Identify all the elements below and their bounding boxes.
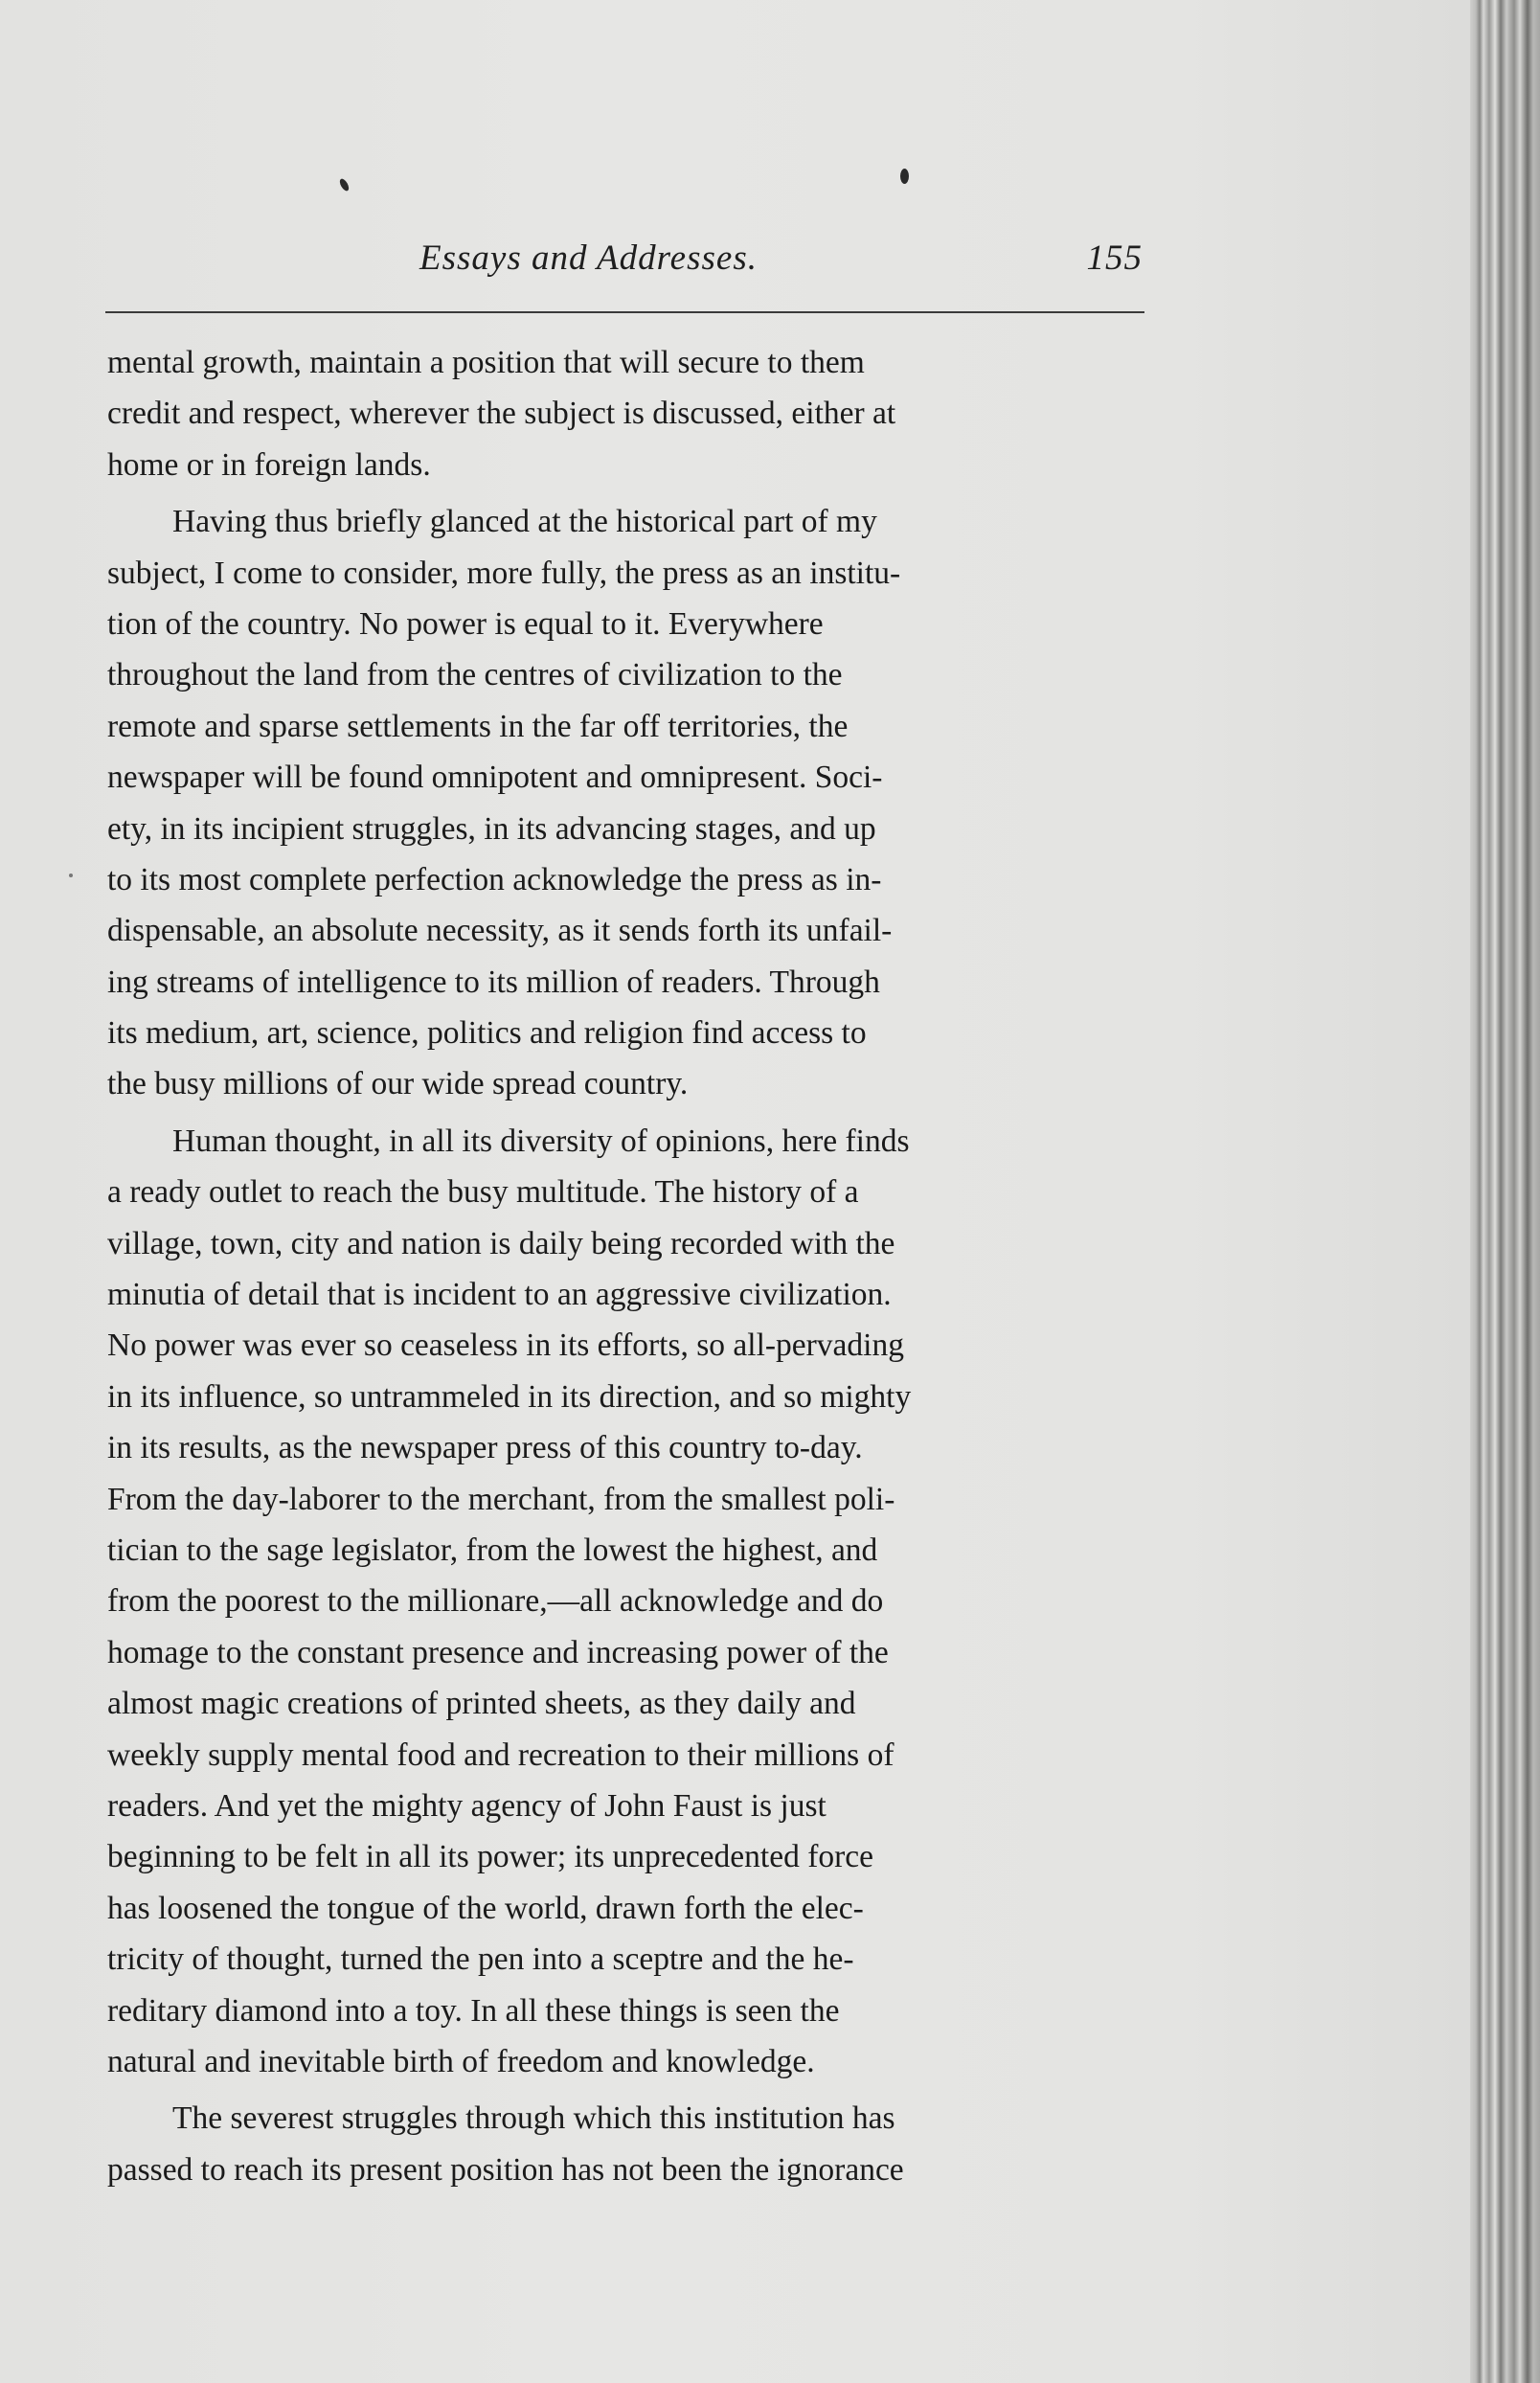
text-line: minutia of detail that is incident to an aggressive civilization. xyxy=(107,1277,892,1313)
text-line: ety, in its incipient struggles, in its advancing stages, and up xyxy=(107,810,876,847)
text-line: throughout the land from the centres of civilization to the xyxy=(107,657,843,693)
text-line: remote and sparse settlements in the far off territories, the xyxy=(107,708,849,744)
text-line: its medium, art, science, politics and religion find access to xyxy=(107,1015,867,1052)
text-line: weekly supply mental food and recreation to their millions of xyxy=(107,1736,895,1773)
text-line: From the day-laborer to the merchant, from the smallest poli- xyxy=(107,1481,895,1517)
text-line: subject, I come to consider, more fully, the press as an institu- xyxy=(107,555,901,591)
text-line: reditary diamond into a toy. In all these things is seen the xyxy=(107,1992,840,2029)
text-line: mental growth, maintain a position that will secure to them xyxy=(107,345,865,380)
ink-speck xyxy=(900,169,909,184)
text-line: the busy millions of our wide spread country. xyxy=(107,1066,689,1102)
text-line: in its results, as the newspaper press of this country to-day. xyxy=(107,1430,863,1466)
text-line: natural and inevitable birth of freedom and knowledge. xyxy=(107,2043,815,2079)
running-title: Essays and Addresses. xyxy=(419,238,758,278)
text-line: has loosened the tongue of the world, drawn forth the elec- xyxy=(107,1890,864,1926)
page-header xyxy=(103,238,1143,284)
text-line: tician to the sage legislator, from the lowest the highest, and xyxy=(107,1532,878,1568)
text-line: beginning to be felt in all its power; its unprecedented force xyxy=(107,1839,874,1875)
text-line: credit and respect, wherever the subject is discussed, either at xyxy=(107,396,896,432)
text-line: almost magic creations of printed sheets, as they daily and xyxy=(107,1686,856,1722)
text-line: village, town, city and nation is daily being recorded with the xyxy=(107,1225,895,1261)
text-line: tricity of thought, turned the pen into a sceptre and the he- xyxy=(107,1941,854,1978)
text-line: No power was ever so ceaseless in its efforts, so all-pervading xyxy=(107,1328,904,1364)
text-line: dispensable, an absolute necessity, as it sends forth its unfail- xyxy=(107,913,893,949)
page-number: 155 xyxy=(1086,238,1143,278)
text-line: Human thought, in all its diversity of opinions, here finds xyxy=(172,1123,910,1159)
text-line: from the poorest to the millionare,—all acknowledge and do xyxy=(107,1583,884,1620)
text-line: newspaper will be found omnipotent and omnipresent. Soci- xyxy=(107,760,883,796)
text-line: homage to the constant presence and increasing power of the xyxy=(107,1634,889,1670)
text-line: passed to reach its present position has not been the ignorance xyxy=(107,2151,904,2188)
text-line: ing streams of intelligence to its million of readers. Through xyxy=(107,964,880,1000)
text-line: tion of the country. No power is equal to it. Everywhere xyxy=(107,605,824,642)
text-line: to its most complete perfection acknowledge the press as in- xyxy=(107,861,882,897)
page-edge xyxy=(1470,0,1540,2383)
text-line: Having thus briefly glanced at the historical part of my xyxy=(172,504,877,540)
header-rule xyxy=(105,311,1144,313)
text-line: readers. And yet the mighty agency of John Faust is just xyxy=(107,1787,827,1824)
text-line: home or in foreign lands. xyxy=(107,446,431,483)
body-text xyxy=(107,337,1170,2195)
ink-speck xyxy=(338,177,351,193)
text-line: in its influence, so untrammeled in its direction, and so mighty xyxy=(107,1378,912,1415)
ink-speck xyxy=(69,874,73,877)
text-line: The severest struggles through which this institution has xyxy=(172,2100,895,2137)
text-line: a ready outlet to reach the busy multitude. The history of a xyxy=(107,1174,859,1211)
